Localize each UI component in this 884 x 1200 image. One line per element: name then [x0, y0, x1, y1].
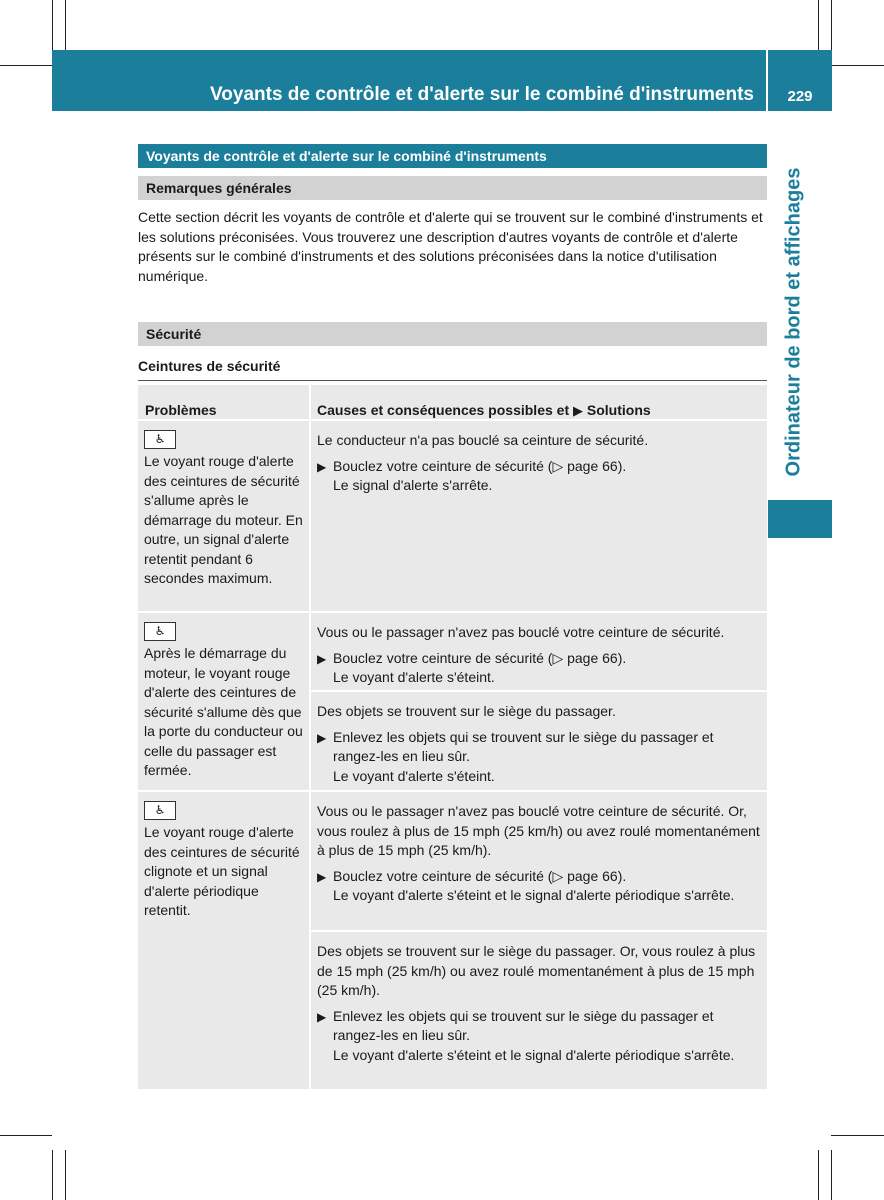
cause-text: Des objets se trouvent sur le siège du passager.	[317, 703, 616, 719]
result-text: Le voyant d'alerte s'éteint.	[333, 767, 495, 784]
header-causes-label: Causes et conséquences possibles et	[317, 402, 570, 418]
table-header-problems	[138, 385, 309, 419]
arrow-right-icon: ▶	[317, 1009, 327, 1024]
crop-mark	[52, 1150, 53, 1200]
arrow-right-icon: ▶	[317, 869, 327, 884]
crop-mark	[818, 1150, 819, 1200]
solution-step	[317, 457, 761, 496]
crop-mark	[52, 0, 53, 50]
crop-mark	[0, 1135, 52, 1136]
result-text: Le voyant d'alerte s'éteint et le signal d'alerte périodique s'arrête.	[333, 1046, 735, 1063]
section-title: Voyants de contrôle et d'alerte sur le combiné d'instruments	[138, 144, 767, 168]
safety-heading: Sécurité	[138, 322, 767, 346]
side-tab-marker	[768, 500, 832, 538]
solution-text: Bouclez votre ceinture de sécurité (▷ page 66).	[333, 867, 627, 884]
crop-mark	[0, 65, 52, 66]
header-solutions-label: Solutions	[586, 402, 651, 418]
general-heading: Remarques générales	[138, 176, 767, 200]
solution-text: Enlevez les objets qui se trouvent sur le siège du passager et rangez-les en lieu sûr.	[333, 1007, 714, 1043]
cause-text: Vous ou le passager n'avez pas bouclé votre ceinture de sécurité.	[317, 624, 725, 640]
seatbelt-warning-icon: ♿	[144, 801, 176, 820]
solution-text: Bouclez votre ceinture de sécurité (▷ page 66).	[333, 457, 627, 474]
side-tab	[779, 155, 809, 489]
table-header-causes	[311, 385, 767, 419]
crop-mark	[65, 0, 66, 50]
general-text: Cette section décrit les voyants de contrôle et d'alerte qui se trouvent sur le combiné d'instruments et les solutions préconisées. Vous trouverez une description d'autres voyants de contrôle et d'alerte présents sur le combiné d'instruments et des solutions préconisées dans la notice d'utilisation numérique.	[138, 209, 763, 284]
cause-cell	[311, 692, 767, 790]
problem-text: Après le démarrage du moteur, le voyant rouge d'alerte des ceintures de sécurité s'allume dès que la porte du conducteur ou celle du passager est fermée.	[144, 645, 303, 778]
result-text: Le signal d'alerte s'arrête.	[333, 477, 493, 493]
page-number: 229	[787, 88, 813, 105]
header-problems-label: Problèmes	[145, 402, 217, 418]
crop-mark	[65, 1150, 66, 1200]
seatbelt-warning-icon: ♿	[144, 430, 176, 449]
side-tab-label: Ordinateur de bord et affichages	[782, 167, 805, 477]
cause-text: Des objets se trouvent sur le siège du passager. Or, vous roulez à plus de 15 mph (25 km/h) ou avez roulé momentanément à plus de 15 mph (25 km/h).	[317, 943, 756, 998]
solution-step	[317, 1007, 761, 1066]
problem-cell	[138, 613, 309, 790]
crop-mark	[831, 1135, 884, 1136]
table-title-rule	[138, 380, 767, 381]
result-text: Le voyant d'alerte s'éteint et le signal d'alerte périodique s'arrête.	[333, 887, 735, 903]
problem-cell	[138, 421, 309, 611]
result-text: Le voyant d'alerte s'éteint.	[333, 669, 495, 685]
cause-cell	[311, 421, 767, 611]
arrow-right-icon: ▶	[573, 403, 583, 418]
crop-mark	[831, 0, 832, 50]
solution-step	[317, 728, 761, 787]
cause-text: Vous ou le passager n'avez pas bouclé votre ceinture de sécurité. Or, vous roulez à plus de 15 mph (25 km/h) ou avez roulé momentanément à plus de 15 mph (25 km/h).	[317, 803, 760, 858]
arrow-right-icon: ▶	[317, 730, 327, 745]
solution-text: Bouclez votre ceinture de sécurité (▷ page 66).	[333, 649, 627, 666]
crop-mark	[818, 0, 819, 50]
arrow-right-icon: ▶	[317, 459, 327, 474]
problem-text: Le voyant rouge d'alerte des ceintures de sécurité clignote et un signal d'alerte périodique retentit.	[144, 824, 300, 918]
solution-text: Enlevez les objets qui se trouvent sur le siège du passager et rangez-les en lieu sûr.	[333, 728, 714, 764]
cause-cell	[311, 792, 767, 930]
solution-step	[317, 867, 761, 906]
running-title: Voyants de contrôle et d'alerte sur le combiné d'instruments	[210, 84, 754, 105]
crop-mark	[831, 1150, 832, 1200]
seatbelt-warning-icon: ♿	[144, 622, 176, 641]
problem-text: Le voyant rouge d'alerte des ceintures de sécurité s'allume après le démarrage du moteur. En outre, un signal d'alerte retentit pendant 6 secondes maximum.	[144, 453, 303, 586]
cause-text: Le conducteur n'a pas bouclé sa ceinture de sécurité.	[317, 432, 649, 448]
cause-cell	[311, 613, 767, 690]
table-title: Ceintures de sécurité	[138, 358, 281, 374]
arrow-right-icon: ▶	[317, 651, 327, 666]
cause-cell	[311, 932, 767, 1089]
problem-cell	[138, 792, 309, 1089]
solution-step	[317, 649, 761, 688]
crop-mark	[832, 65, 884, 66]
